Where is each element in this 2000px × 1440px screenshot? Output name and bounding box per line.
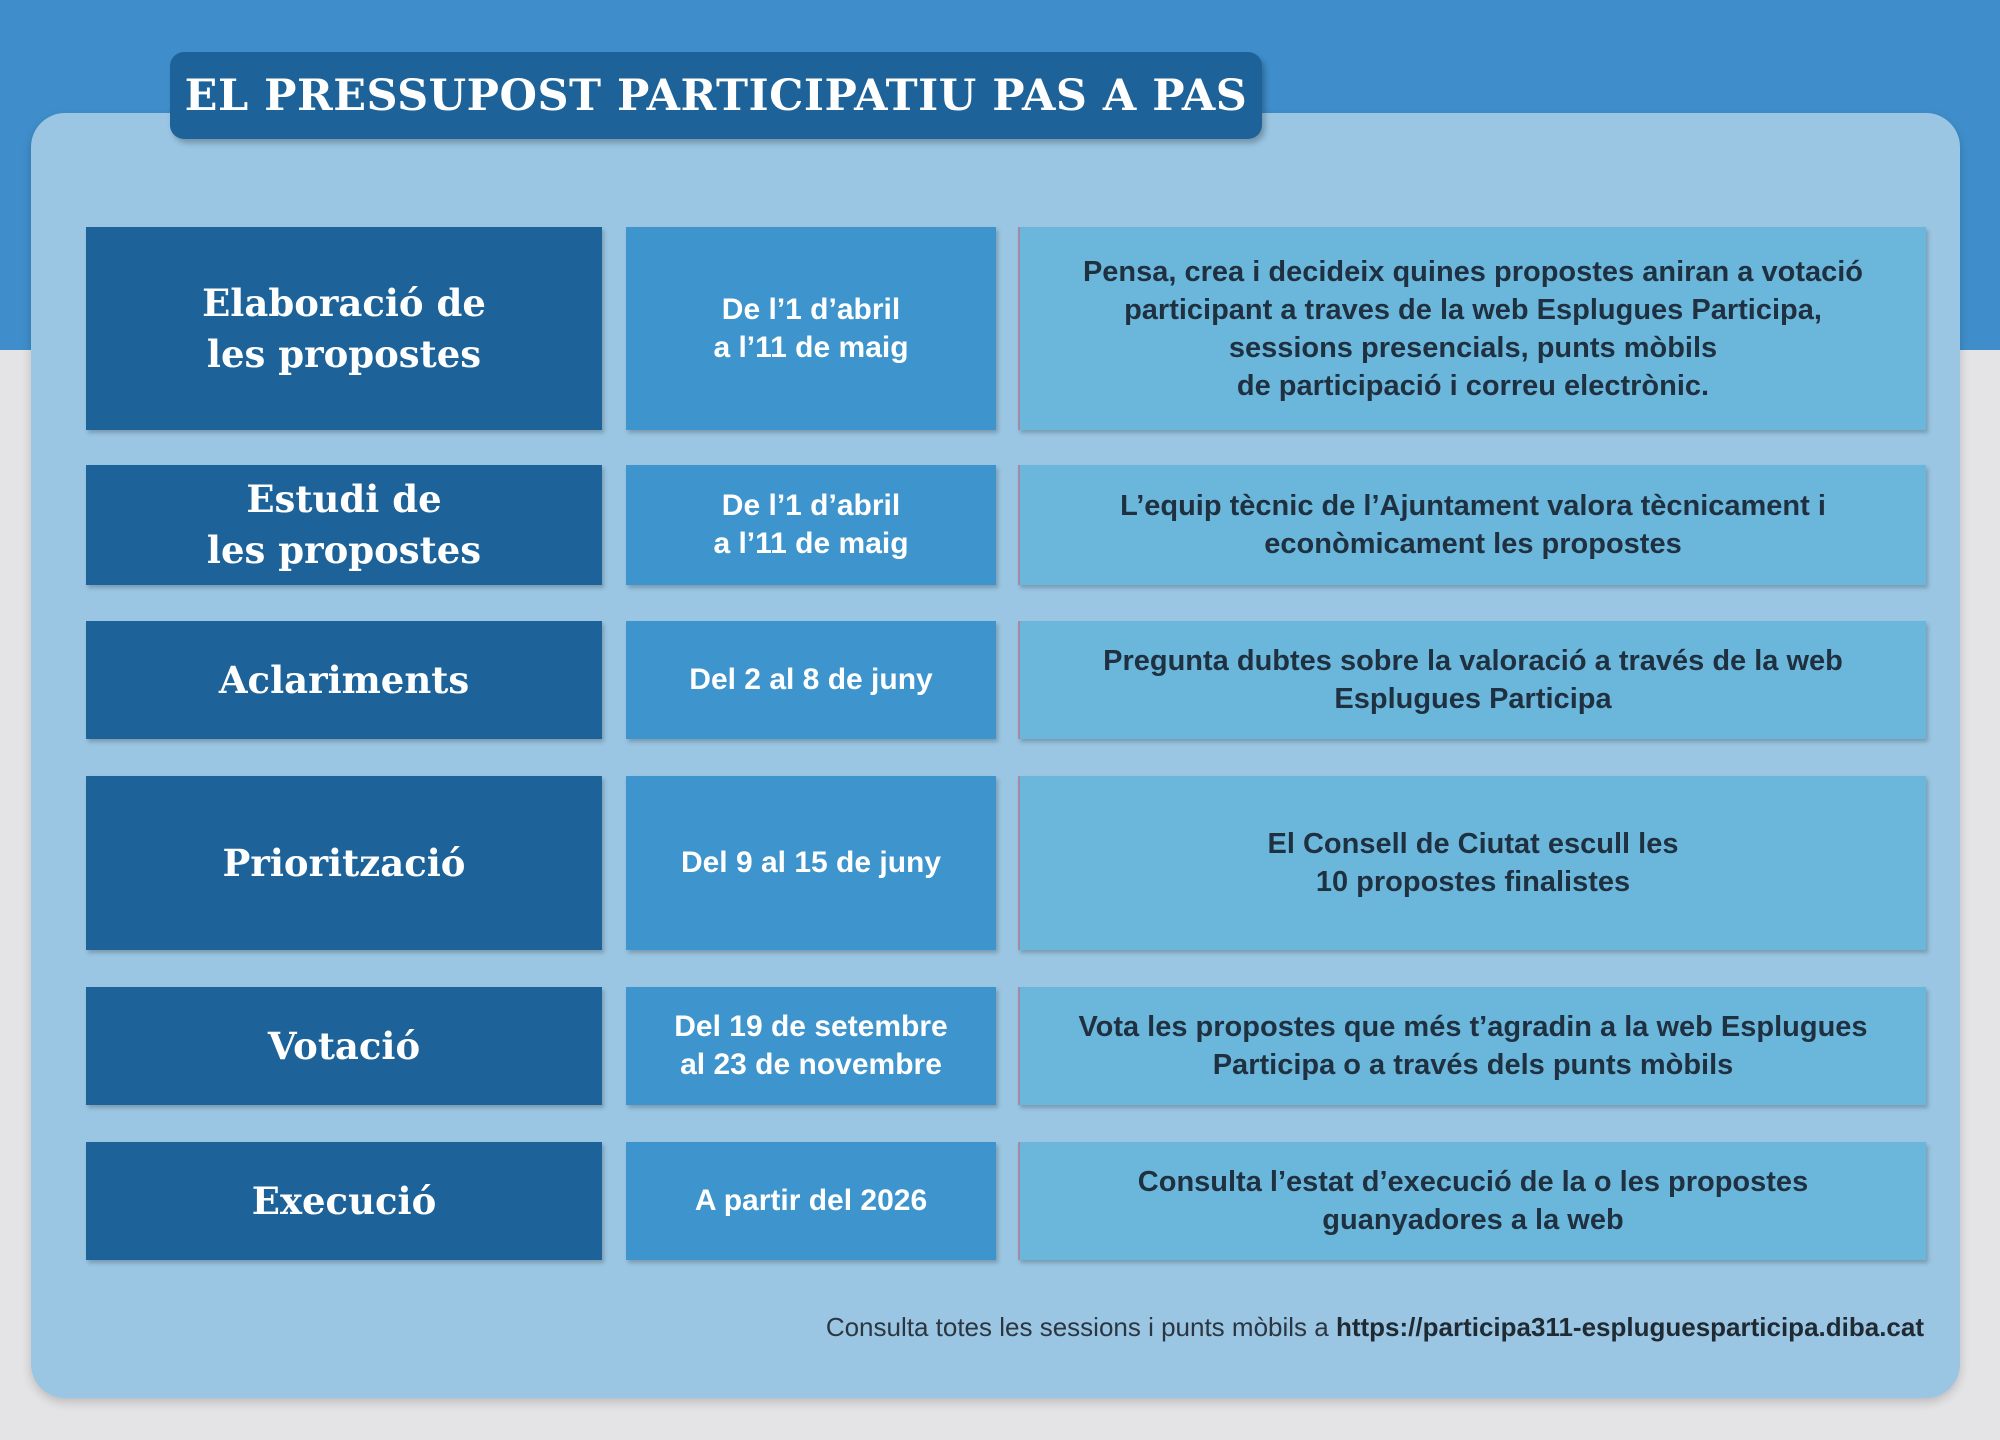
description-text: El Consell de Ciutat escull les 10 propostes finalistes bbox=[1267, 828, 1679, 898]
date-label: A partir del 2026 bbox=[694, 1184, 928, 1217]
date-label: Del 19 de setembre al 23 de novembre bbox=[674, 1010, 948, 1081]
step-row-execucio bbox=[86, 1142, 1926, 1260]
date-label: De l’1 d’abril a l’11 de maig bbox=[713, 292, 909, 364]
description-text: Consulta l’estat d’execució de la o les propostes guanyadores a la web bbox=[1137, 1166, 1809, 1236]
date-cell bbox=[626, 227, 996, 430]
description-text: L’equip tècnic de l’Ajuntament valora tècnicament i econòmicament les propostes bbox=[1120, 490, 1826, 560]
date-cell bbox=[626, 621, 996, 739]
phase-cell bbox=[86, 1142, 602, 1260]
page-title: EL PRESSUPOST PARTICIPATIU PAS A PAS bbox=[184, 70, 1248, 121]
description-cell bbox=[1018, 227, 1926, 430]
description-cell bbox=[1018, 987, 1926, 1105]
description-text: Pregunta dubtes sobre la valoració a través de la web Esplugues Participa bbox=[1103, 645, 1843, 715]
date-cell bbox=[626, 776, 996, 950]
phase-cell bbox=[86, 465, 602, 585]
description-cell bbox=[1018, 621, 1926, 739]
date-cell bbox=[626, 1142, 996, 1260]
phase-label: Estudi de les propostes bbox=[206, 477, 482, 572]
date-label: De l’1 d’abril a l’11 de maig bbox=[713, 489, 909, 560]
description-text: Vota les propostes que més t’agradin a la web Esplugues Participa o a través dels punts mòbils bbox=[1078, 1011, 1868, 1081]
date-cell bbox=[626, 987, 996, 1105]
footer-text: Consulta totes les sessions i punts mòbils a bbox=[825, 1312, 1336, 1342]
phase-label: Votació bbox=[267, 1023, 421, 1068]
title-banner bbox=[170, 52, 1262, 139]
phase-label: Execució bbox=[251, 1178, 437, 1223]
phase-label: Elaboració de les propostes bbox=[202, 280, 486, 376]
date-cell bbox=[626, 465, 996, 585]
phase-cell bbox=[86, 227, 602, 430]
description-text: Pensa, crea i decideix quines propostes aniran a votació participant a traves de la web Esplugues Participa, sessions presencials, punts mòbils de participació i correu electrònic. bbox=[1082, 255, 1864, 402]
description-cell bbox=[1018, 1142, 1926, 1260]
phase-cell bbox=[86, 987, 602, 1105]
step-row-votacio bbox=[86, 987, 1926, 1105]
date-label: Del 9 al 15 de juny bbox=[680, 846, 942, 879]
phase-label: Priorització bbox=[222, 840, 466, 885]
phase-cell bbox=[86, 776, 602, 950]
phase-label: Aclariments bbox=[218, 657, 470, 702]
step-row-estudi bbox=[86, 465, 1926, 585]
step-row-prioritzacio bbox=[86, 776, 1926, 950]
footer-url-link[interactable]: https://participa311-espluguesparticipa.diba.cat bbox=[1335, 1312, 1924, 1342]
step-row-elaboracio bbox=[86, 227, 1926, 430]
description-cell bbox=[1018, 776, 1926, 950]
phase-cell bbox=[86, 621, 602, 739]
date-label: Del 2 al 8 de juny bbox=[689, 663, 933, 696]
step-row-aclariments bbox=[86, 621, 1926, 739]
footer-note bbox=[826, 1312, 1924, 1343]
description-cell bbox=[1018, 465, 1926, 585]
